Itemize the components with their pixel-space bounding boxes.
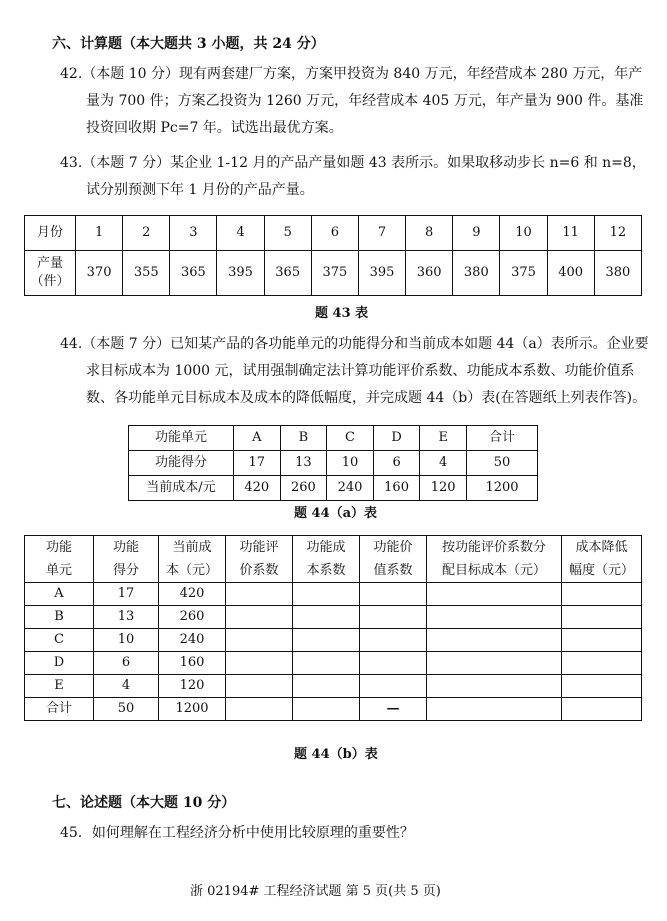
table-43-header-output-line2: （件） bbox=[30, 274, 70, 289]
q44-line1: 44.（本题 7 分）已知某产品的各功能单元的功能得分和当前成本如题 44（a）表所示。企业要 bbox=[60, 336, 649, 352]
table-44b-header-line: 值系数 bbox=[373, 563, 413, 578]
table-43-month: 1 bbox=[76, 216, 123, 251]
table-44b-header-line: 配目标成本（元） bbox=[441, 563, 546, 578]
table-43-month: 12 bbox=[594, 216, 641, 251]
table-44b-header bbox=[94, 536, 159, 583]
table-43-month: 2 bbox=[123, 216, 170, 251]
table-43-header-output-line1: 产量 bbox=[36, 256, 63, 271]
table-43 bbox=[24, 215, 642, 296]
table-44a-cell: E bbox=[420, 426, 467, 451]
table-44b-cell bbox=[226, 652, 293, 675]
table-44b-header-line: 功能价 bbox=[373, 540, 413, 555]
table-44b-cell: 10 bbox=[94, 629, 159, 652]
table-44b bbox=[24, 535, 642, 721]
table-44b-cell bbox=[360, 652, 427, 675]
table-44b-cell bbox=[293, 629, 360, 652]
table-43-month: 7 bbox=[358, 216, 405, 251]
table-44b-header bbox=[293, 536, 360, 583]
table-44b-cell: 17 bbox=[94, 583, 159, 606]
table-44a-cell: 合计 bbox=[467, 426, 538, 451]
table-row bbox=[25, 652, 642, 675]
table-44b-header bbox=[159, 536, 226, 583]
table-44b-cell bbox=[226, 629, 293, 652]
table-44b-cell: 50 bbox=[94, 698, 159, 721]
table-44a-cell: D bbox=[373, 426, 420, 451]
table-43-value: 395 bbox=[217, 251, 264, 296]
table-44b-header-line: 单元 bbox=[45, 563, 72, 578]
table-43-value: 375 bbox=[500, 251, 547, 296]
table-44a-cell: 13 bbox=[280, 451, 327, 476]
table-row bbox=[25, 698, 642, 721]
table-44b-cell: 4 bbox=[94, 675, 159, 698]
table-44a-cell: 260 bbox=[280, 476, 327, 501]
table-43-month: 6 bbox=[311, 216, 358, 251]
table-43-caption: 题 43 表 bbox=[315, 306, 369, 321]
table-44b-header bbox=[25, 536, 94, 583]
table-44b-cell bbox=[293, 652, 360, 675]
table-44b-cell bbox=[427, 606, 562, 629]
table-44b-cell: 13 bbox=[94, 606, 159, 629]
table-44b-cell bbox=[427, 698, 562, 721]
table-43-header-month: 月份 bbox=[25, 216, 76, 251]
table-44b-caption: 题 44（b）表 bbox=[294, 747, 378, 762]
table-row bbox=[25, 251, 642, 296]
q42-line3: 投资回收期 Pc=7 年。试选出最优方案。 bbox=[86, 120, 343, 136]
table-44b-cell bbox=[562, 675, 642, 698]
table-44b-cell bbox=[226, 675, 293, 698]
table-44b-cell bbox=[427, 652, 562, 675]
table-43-month: 5 bbox=[264, 216, 311, 251]
table-44b-cell: 160 bbox=[159, 652, 226, 675]
table-44b-header bbox=[360, 536, 427, 583]
table-44b-header-line: 按功能评价系数分 bbox=[441, 540, 546, 555]
table-44b-header-line: 功能 bbox=[112, 540, 139, 555]
q45-line1: 45．如何理解在工程经济分析中使用比较原理的重要性？ bbox=[60, 825, 414, 841]
table-44b-header bbox=[226, 536, 293, 583]
table-43-value: 360 bbox=[406, 251, 453, 296]
table-row bbox=[129, 451, 538, 476]
table-row bbox=[25, 675, 642, 698]
table-44b-cell bbox=[562, 583, 642, 606]
table-43-month: 4 bbox=[217, 216, 264, 251]
table-43-month: 9 bbox=[453, 216, 500, 251]
table-43-value: 380 bbox=[453, 251, 500, 296]
table-44b-cell bbox=[226, 698, 293, 721]
table-row bbox=[25, 606, 642, 629]
table-44b-cell: 6 bbox=[94, 652, 159, 675]
table-44b-cell: 合计 bbox=[25, 698, 94, 721]
page-footer: 浙 02194# 工程经济试题 第 5 页(共 5 页) bbox=[190, 884, 441, 899]
table-44a-cell: A bbox=[234, 426, 281, 451]
table-43-month: 8 bbox=[406, 216, 453, 251]
table-44b-cell bbox=[360, 583, 427, 606]
table-43-value: 370 bbox=[76, 251, 123, 296]
table-43-value: 365 bbox=[170, 251, 217, 296]
table-44b-cell: 240 bbox=[159, 629, 226, 652]
table-44b-cell bbox=[360, 629, 427, 652]
table-row bbox=[129, 426, 538, 451]
table-44b-header-line: 本（元） bbox=[165, 563, 218, 578]
table-44b-cell bbox=[226, 606, 293, 629]
table-44b-header bbox=[562, 536, 642, 583]
table-44b-header-line: 功能评 bbox=[239, 540, 279, 555]
table-44b-cell bbox=[360, 606, 427, 629]
table-43-value: 365 bbox=[264, 251, 311, 296]
q44-line2: 求目标成本为 1000 元，试用强制确定法计算功能评价系数、功能成本系数、功能价值系 bbox=[86, 363, 635, 379]
table-43-value: 355 bbox=[123, 251, 170, 296]
table-44b-cell bbox=[427, 583, 562, 606]
section-6-title: 六、计算题（本大题共 3 小题，共 24 分） bbox=[52, 36, 325, 52]
table-row bbox=[129, 476, 538, 501]
table-44b-header-line: 功能成 bbox=[306, 540, 346, 555]
table-row bbox=[25, 629, 642, 652]
table-44b-header-line: 功能 bbox=[45, 540, 72, 555]
table-44a-cell: 功能单元 bbox=[129, 426, 234, 451]
table-44a-cell: 17 bbox=[234, 451, 281, 476]
table-44b-cell bbox=[293, 583, 360, 606]
table-43-month: 10 bbox=[500, 216, 547, 251]
table-44b-header-line: 当前成 bbox=[172, 540, 212, 555]
table-44b-cell bbox=[562, 606, 642, 629]
table-44b-cell: A bbox=[25, 583, 94, 606]
q43-line1: 43.（本题 7 分）某企业 1-12 月的产品产量如题 43 表所示。如果取移动步长 n=6 和 n=8， bbox=[60, 155, 646, 171]
table-44b-cell bbox=[427, 675, 562, 698]
table-44b-cell: D bbox=[25, 652, 94, 675]
table-44b-header-line: 成本降低 bbox=[575, 540, 628, 555]
table-44a-cell: 120 bbox=[420, 476, 467, 501]
q42-line2: 量为 700 件；方案乙投资为 1260 万元，年经营成本 405 万元，年产量为 900 件。基准 bbox=[86, 93, 644, 109]
table-43-month: 11 bbox=[547, 216, 594, 251]
table-44a-cell: 160 bbox=[373, 476, 420, 501]
table-44b-cell: C bbox=[25, 629, 94, 652]
table-row bbox=[25, 216, 642, 251]
table-44a-cell: 功能得分 bbox=[129, 451, 234, 476]
table-44a-cell: 4 bbox=[420, 451, 467, 476]
q42-line1: 42.（本题 10 分）现有两套建厂方案，方案甲投资为 840 万元，年经营成本 280 万元，年产 bbox=[60, 66, 643, 82]
table-44b-cell bbox=[226, 583, 293, 606]
table-44b-cell bbox=[562, 698, 642, 721]
table-44b-header-line: 幅度（元） bbox=[568, 563, 634, 578]
table-44b-cell: 260 bbox=[159, 606, 226, 629]
table-44b-cell bbox=[293, 698, 360, 721]
table-44b-cell: 120 bbox=[159, 675, 226, 698]
table-44b-cell bbox=[293, 606, 360, 629]
table-44a-cell: C bbox=[327, 426, 374, 451]
table-44b-cell: B bbox=[25, 606, 94, 629]
table-44a-cell: 当前成本/元 bbox=[129, 476, 234, 501]
q43-line2: 试分别预测下年 1 月份的产品产量。 bbox=[86, 182, 314, 198]
table-44b-cell bbox=[562, 629, 642, 652]
table-44b-cell bbox=[562, 652, 642, 675]
table-44a-cell: 6 bbox=[373, 451, 420, 476]
table-44a-cell: 10 bbox=[327, 451, 374, 476]
table-44b-cell bbox=[427, 629, 562, 652]
table-43-month: 3 bbox=[170, 216, 217, 251]
table-44b-header-line: 价系数 bbox=[239, 563, 279, 578]
table-43-value: 395 bbox=[358, 251, 405, 296]
table-44b-cell: 420 bbox=[159, 583, 226, 606]
table-44b-header-line: 本系数 bbox=[306, 563, 346, 578]
table-44a-cell: 50 bbox=[467, 451, 538, 476]
table-44b-cell bbox=[360, 675, 427, 698]
table-44a-cell: B bbox=[280, 426, 327, 451]
table-44a bbox=[128, 425, 538, 501]
table-44b-header-line: 得分 bbox=[112, 563, 139, 578]
table-row bbox=[25, 583, 642, 606]
table-44b-cell bbox=[293, 675, 360, 698]
table-44a-caption: 题 44（a）表 bbox=[294, 506, 378, 521]
table-44a-cell: 420 bbox=[234, 476, 281, 501]
table-43-value: 375 bbox=[311, 251, 358, 296]
section-7-title: 七、论述题（本大题 10 分） bbox=[52, 795, 236, 811]
table-43-value: 380 bbox=[594, 251, 641, 296]
table-44a-cell: 240 bbox=[327, 476, 374, 501]
table-43-value: 400 bbox=[547, 251, 594, 296]
table-44a-cell: 1200 bbox=[467, 476, 538, 501]
q44-line3: 数、各功能单元目标成本及成本的降低幅度，并完成题 44（b）表(在答题纸上列表作答)。 bbox=[86, 390, 647, 406]
table-44b-cell: E bbox=[25, 675, 94, 698]
table-43-header-output bbox=[25, 251, 76, 296]
table-row bbox=[25, 536, 642, 583]
table-44b-cell: 1200 bbox=[159, 698, 226, 721]
table-44b-header bbox=[427, 536, 562, 583]
table-44b-cell: — bbox=[360, 698, 427, 721]
